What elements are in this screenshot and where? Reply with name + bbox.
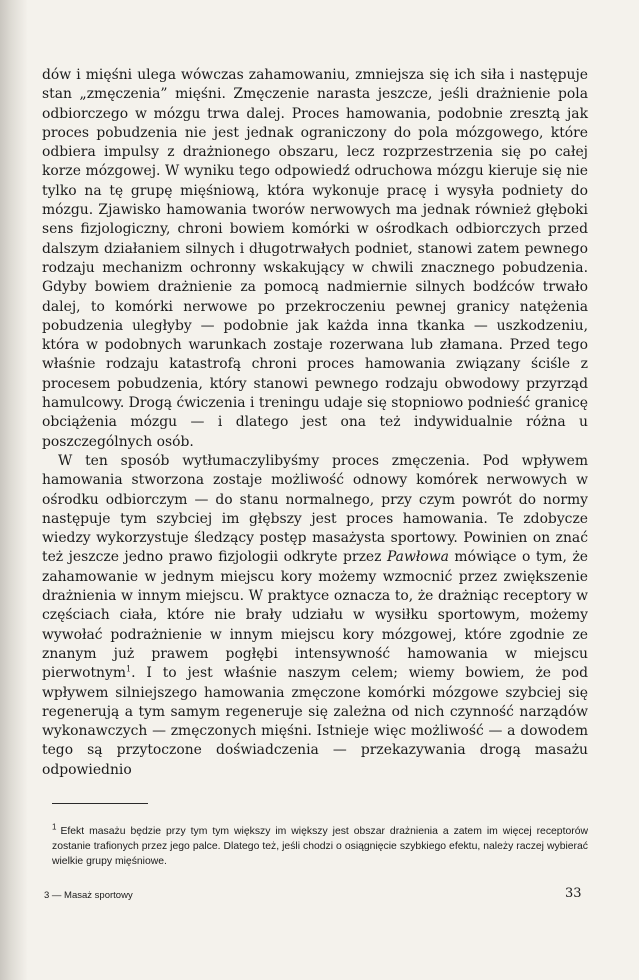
paragraph-1: dów i mięśni ulega wówczas zahamowaniu, zmniejsza się ich siła i następuje stan „zmęczenia” mięśni. Zmęczenie narasta jeszcze, jeśli drażnienie pola odbiorczego w mózgu trwa dalej. Proces hamowania, podobnie zresztą jak proces pobudzenia nie jest jednak ograniczony do pola mózgowego, które odbiera impulsy z drażnionego obszaru, lecz rozprzestrzenia się po całej korze mózgowej. W wyniku tego odpowiedź odruchowa mózgu kieruje się nie tylko na tę grupę mięśniową, która wykonuje pracę i wysyła podniety do mózgu. Zjawisko hamowania tworów nerwowych ma jednak również głęboki sens fizjologiczny, chroni bowiem komórki w ośrodkach odbiorczych przed dalszym działaniem silnych i długotrwałych podniet, stanowi zatem pewnego rodzaju mechanizm ochronny wskakujący w chwili znacznego pobudzenia. Gdyby bowiem drażnienie za pomocą nadmiernie silnych bodźców trwało dalej, to komórki nerwowe po przekroczeniu pewnej granicy natężenia pobudzenia uległyby — podobnie jak każda inna tkanka — uszkodzeniu, która w podobnych warunkach zostaje rozerwana lub złamana. Przed tego właśnie rodzaju katastrofą chroni proces hamowania związany ściśle z procesem pobudzenia, który stanowi pewnego rodzaju obwodowy przyrząd hamulcowy. Drogą ćwiczenia i treningu udaje się stopniowo podnieść granicę obciążenia mózgu — i dlatego jest ona też indywidualnie różna u poszczególnych osób. [42, 67, 588, 450]
footnote-text: Efekt masażu będzie przy tym tym większy im większy jest obszar drażnienia a zatem im więcej receptorów zostanie trafionych przez jego palce. Dlatego też, jeśli chodzi o osiągnięcie szybkiego efektu, należy raczej wybierać wielkie grupy mięśniowe. [52, 826, 588, 867]
page-number: 33 [565, 886, 582, 901]
footnote [52, 824, 588, 869]
paragraph-2-part-3: . I to jest właśnie naszym celem; wiemy bowiem, że pod wpływem silniejszego hamowania zmęczone komórki mózgowe szybciej się regenerują a tym samym regeneruje się zależna od nich czynność narządów wykonawczych — zmęczonych mięśni. Istnieje więc możliwość — a dowodem tego są przytoczone doświadczenia — przekazywania drogą masażu odpowiednio [42, 665, 588, 778]
paragraph-2-part-2: mówiące o tym, że zahamowanie w jednym miejscu kory możemy wzmocnić przez zwiększenie drażnienia w innym miejscu. W praktyce oznacza to, że drażniąc receptory w częściach ciała, które nie brały udziału w wysiłku sportowym, możemy wywołać podrażnienie w innym miejscu kory mózgowej, które zgodnie ze znanym już prawem pogłębi intensywność hamowania w miejscu pierwotnym [42, 549, 588, 682]
footnote-mark: 1 [52, 822, 57, 832]
footnote-divider [52, 803, 148, 804]
main-text [42, 66, 588, 780]
page-binding-shadow [0, 0, 28, 980]
author-name-pawlow: Pawłowa [386, 549, 449, 566]
paragraph-2 [42, 452, 588, 780]
page-content [42, 66, 588, 780]
paragraph-2-part-1: W ten sposób wytłumaczylibyśmy proces zmęczenia. Pod wpływem hamowania stworzona zostaje możliwość odnowy komórek nerwowych w ośrodku odbiorczym — do stanu normalnego, przy czym powrót do normy następuje tym szybciej im głębszy jest proces hamowania. Te zdobycze wiedzy wykorzystuje śledzący postęp masażysta sportowy. Powinien on znać też jeszcze jedno prawo fizjologii odkryte przez [42, 452, 588, 566]
running-footer: 3 — Masaż sportowy [44, 890, 133, 901]
footnote-reference[interactable]: 1 [126, 664, 132, 674]
